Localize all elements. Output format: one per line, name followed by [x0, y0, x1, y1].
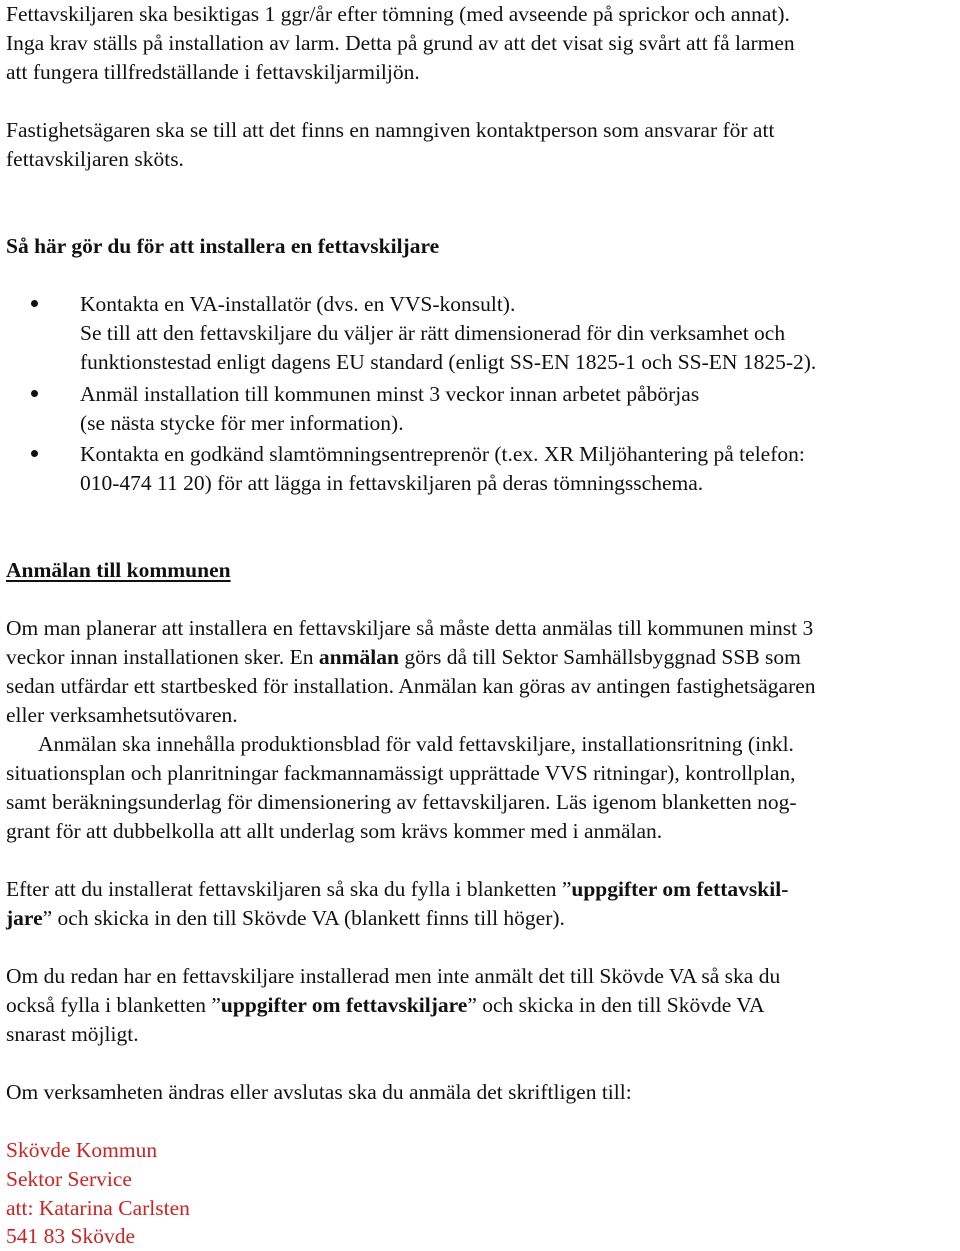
address-line-3: att: Katarina Carlsten: [6, 1196, 190, 1220]
notify-p4-line-1: Om du redan har en fettavskiljare installerad men inte anmält det till Skövde VA så ska du: [6, 964, 781, 988]
notify-p3-line-1: Efter att du installerat fettavskiljaren så ska du fylla i blanketten ”uppgifter om fettavskil-: [6, 877, 789, 901]
bullet-2-line-2: (se nästa stycke för mer information).: [80, 411, 404, 435]
bullet-dot-2: [31, 390, 38, 397]
intro-line-1: Fettavskiljaren ska besiktigas 1 ggr/år efter tömning (med avseende på sprickor och annat).: [6, 2, 790, 26]
install-heading: Så här gör du för att installera en fettavskiljare: [6, 234, 440, 258]
notify-p2-line-2: situationsplan och planritningar fackmannamässigt upprättade VVS ritningar), kontrollplan,: [6, 761, 796, 785]
owner-line-2: fettavskiljaren sköts.: [6, 147, 184, 171]
intro-line-2: Inga krav ställs på installation av larm. Detta på grund av att det visat sig svårt att få larmen: [6, 31, 795, 55]
notify-p4-line-2: också fylla i blanketten ”uppgifter om fettavskiljare” och skicka in den till Skövde VA: [6, 993, 765, 1017]
notify-p5: Om verksamheten ändras eller avslutas ska du anmäla det skriftligen till:: [6, 1080, 632, 1104]
notify-heading: Anmälan till kommunen: [6, 558, 231, 582]
bullet-1-line-2: Se till att den fettavskiljare du väljer är rätt dimensionerad för din verksamhet och: [80, 321, 786, 345]
anmalan-bold: anmälan: [318, 645, 399, 669]
bullet-3-line-1: Kontakta en godkänd slamtömningsentreprenör (t.ex. XR Miljöhantering på telefon:: [80, 442, 805, 466]
bullet-1-line-1: Kontakta en VA-installatör (dvs. en VVS-konsult).: [80, 292, 516, 316]
bullet-3-line-2: 010-474 11 20) för att lägga in fettavskiljaren på deras tömningsschema.: [80, 471, 704, 495]
form-name-bold-1: uppgifter om fettavskil-: [571, 877, 789, 901]
notify-p1-line-3: sedan utfärdar ett startbesked för installation. Anmälan kan göras av antingen fastighetsägaren: [6, 674, 816, 698]
notify-p4-line-3: snarast möjligt.: [6, 1022, 139, 1046]
intro-line-3: att fungera tillfredställande i fettavskiljarmiljön.: [6, 60, 420, 84]
bullet-1-line-3: funktionstestad enligt dagens EU standard (enligt SS-EN 1825-1 och SS-EN 1825-2).: [80, 350, 817, 374]
notify-p2-line-1: Anmälan ska innehålla produktionsblad för vald fettavskiljare, installationsritning (inkl.: [38, 732, 794, 756]
bullet-2-line-1: Anmäl installation till kommunen minst 3 veckor innan arbetet påbörjas: [80, 382, 700, 406]
owner-line-1: Fastighetsägaren ska se till att det finns en namngiven kontaktperson som ansvarar för att: [6, 118, 775, 142]
notify-p1-line-4: eller verksamhetsutövaren.: [6, 703, 238, 727]
notify-p1-line-2: veckor innan installationen sker. En anmälan görs då till Sektor Samhällsbyggnad SSB som: [6, 645, 801, 669]
notify-p1-line-1: Om man planerar att installera en fettavskiljare så måste detta anmälas till kommunen minst 3: [6, 616, 814, 640]
bullet-dot-1: [31, 300, 38, 307]
notify-p2-line-4: grant för att dubbelkolla att allt underlag som krävs kommer med i anmälan.: [6, 819, 663, 843]
address-line-1: Skövde Kommun: [6, 1138, 158, 1162]
form-name-bold-3: uppgifter om fettavskiljare: [220, 993, 468, 1017]
notify-p3-line-2: jare” och skicka in den till Skövde VA (blankett finns till höger).: [6, 906, 565, 930]
document-page: [6, 0, 958, 1251]
address-line-4: 541 83 Skövde: [6, 1224, 135, 1248]
notify-p2-line-3: samt beräkningsunderlag för dimensionering av fettavskiljaren. Läs igenom blanketten nog-: [6, 790, 797, 814]
address-line-2: Sektor Service: [6, 1167, 132, 1191]
form-name-bold-2: jare: [6, 906, 43, 930]
bullet-dot-3: [31, 450, 38, 457]
